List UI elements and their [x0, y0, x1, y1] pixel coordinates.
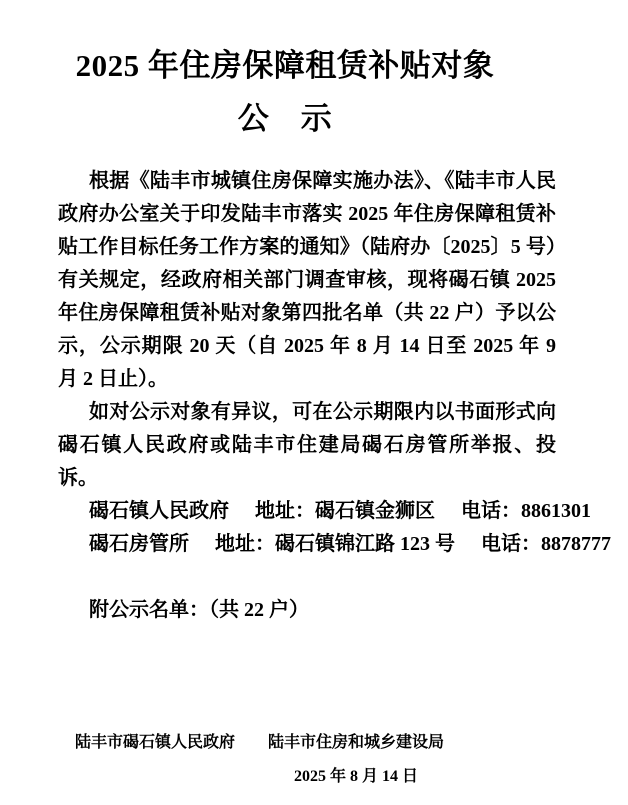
contact-address: 地址：碣石镇锦江路 123 号 [215, 533, 455, 555]
signature-right-org: 陆丰市住房和城乡建设局 [267, 734, 444, 751]
signature-row [58, 726, 556, 794]
contact-org-name: 碣石镇人民政府 [89, 500, 229, 522]
notice-paragraph-basis: 根据《陆丰市城镇住房保障实施办法》、《陆丰市人民政府办公室关于印发陆丰市落实 2025 年住房保障租赁补贴工作目标任务工作方案的通知》（陆府办〔2025〕5 号）有关规定，经政府相关部门调查审核，现将碣石镇 2025 年住房保障租赁补贴对象第四批名单（共 22 户）予以公示，公示期限 20 天（自 2025 年 8 月 14 日至 2025 年 9 月 2 日止）。 [58, 170, 556, 390]
contact-line-housing-office [58, 528, 611, 561]
attachment-note: 附公示名单：（共 22 户） [89, 599, 309, 621]
contact-phone: 电话：8861301 [461, 500, 591, 522]
contact-org-name: 碣石房管所 [89, 533, 189, 555]
contact-address: 地址：碣石镇金狮区 [255, 500, 435, 522]
signature-date: 2025 年 8 月 14 日 [293, 768, 418, 785]
signature-right-block [268, 726, 444, 794]
contact-phone: 电话：8878777 [481, 533, 611, 555]
signature-left-org: 陆丰市碣石镇人民政府 [75, 734, 236, 751]
notice-paragraph-objection: 如对公示对象有异议，可在公示期限内以书面形式向碣石镇人民政府或陆丰市住建局碣石房管所举报、投诉。 [58, 401, 556, 489]
notice-title-line1: 2025 年住房保障租赁补贴对象 [75, 48, 495, 83]
contact-line-town-government [58, 495, 591, 528]
notice-title-line2: 公 示 [237, 101, 333, 136]
